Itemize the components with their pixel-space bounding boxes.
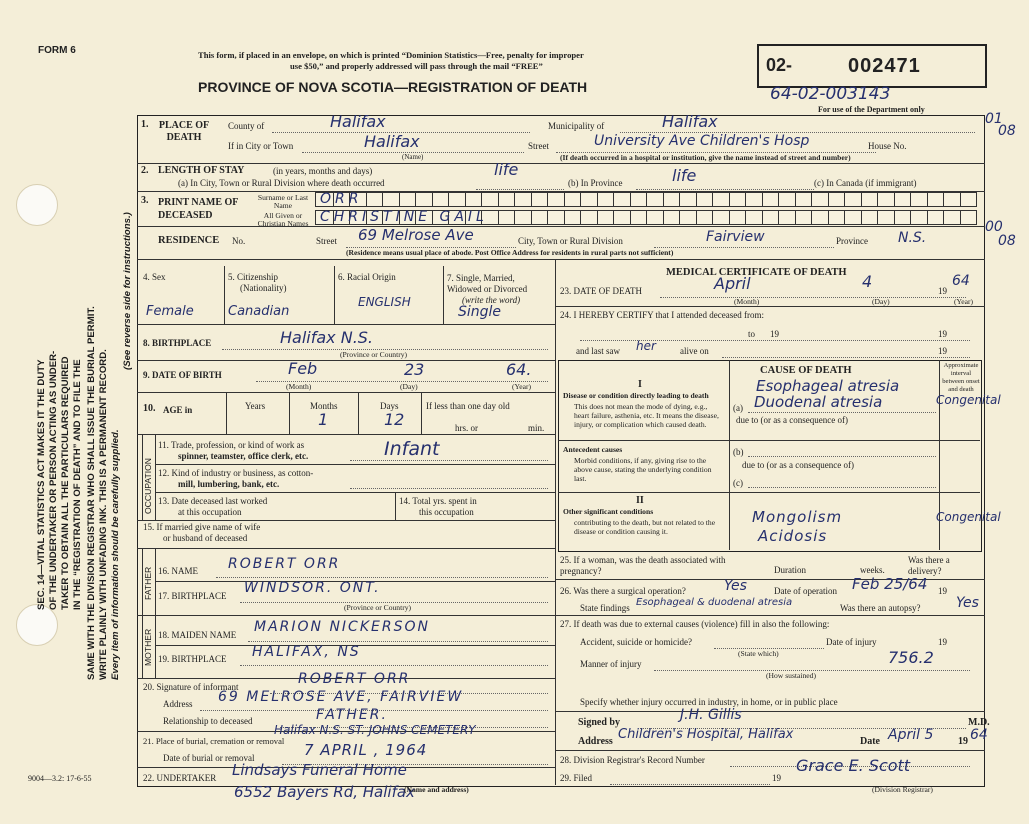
letter-box-cell <box>910 193 911 206</box>
mother-birthplace-label: 19. BIRTHPLACE <box>158 654 227 664</box>
letter-box-cell <box>547 211 548 224</box>
sidebar-line: Every item of information should be carefully supplied. <box>110 429 121 680</box>
letter-box-cell <box>778 211 779 224</box>
q3-label: PRINT NAME OF DECEASED <box>158 197 238 221</box>
sidebar-line: SEC. 14—VITAL STATISTICS ACT MAKES IT THE DUTY <box>36 359 47 610</box>
margin-code: 08 <box>998 123 1016 139</box>
dob-day: 23 <box>404 360 425 379</box>
letter-box-cell <box>844 211 845 224</box>
street-value: University Ave Children's Hosp <box>594 133 810 149</box>
q12-label: 12. Kind of industry or business, as cotton- <box>158 468 314 478</box>
letter-box-cell <box>795 211 796 224</box>
letter-box-cell <box>712 211 713 224</box>
letter-box-cell <box>382 193 383 206</box>
letter-box-cell <box>943 193 944 206</box>
letter-box-cell <box>745 211 746 224</box>
signed-by-label: Signed by <box>578 717 620 728</box>
father-name-value: ROBERT ORR <box>228 556 341 572</box>
form-title: PROVINCE OF NOVA SCOTIA—REGISTRATION OF DEATH <box>198 79 588 95</box>
last-saw-value: her <box>636 339 656 353</box>
letter-box-cell <box>580 211 581 224</box>
delivery-label: Was there a delivery? <box>908 555 950 576</box>
external-causes-label: 27. If death was due to external causes (violence) fill in also the following: <box>560 619 830 629</box>
letter-box-cell <box>679 211 680 224</box>
binder-hole <box>16 604 58 646</box>
racial-origin-label: 6. Racial Origin <box>338 272 396 282</box>
letter-box-cell <box>844 193 845 206</box>
q15-sub: or husband of deceased <box>163 533 248 543</box>
q11-label: 11. Trade, profession, or kind of work as <box>158 440 305 450</box>
stay-province-label: (b) In Province <box>568 178 623 188</box>
letter-box-cell <box>547 193 548 206</box>
given-names-label: All Given or Christian Names <box>257 211 309 228</box>
cause-a-label: (a) <box>733 403 743 413</box>
interval-a-value: Congenital <box>936 393 1001 407</box>
date-of-death-label: 23. DATE OF DEATH <box>560 286 642 296</box>
manner-code: 756.2 <box>888 648 934 667</box>
antecedent-note: Morbid conditions, if any, giving rise to the above cause, stating the underlying condition last. <box>574 456 712 483</box>
disease-note: This does not mean the mode of dying, e.g., heart failure, asthenia, etc. It means the disease, injury, or complication which caused death. <box>574 402 719 429</box>
municipality-value: Halifax <box>662 112 718 131</box>
father-birthplace-value: WINDSOR. ONT. <box>244 580 381 596</box>
surgery-label: 26. Was there a surgical operation? <box>560 586 686 596</box>
md-label: M.D. <box>968 717 990 728</box>
specify-injury-label: Specify whether injury occurred in industry, in home, or in public place <box>580 697 838 707</box>
other-conditions-note: contributing to the death, but not related to the disease or condition causing it. <box>574 518 716 536</box>
registrar-caption: (Division Registrar) <box>872 785 933 794</box>
certifier-date-label: Date <box>860 736 880 747</box>
q2-label: LENGTH OF STAY <box>158 165 245 176</box>
letter-box-cell <box>663 193 664 206</box>
autopsy-value: Yes <box>956 595 979 611</box>
less-than-day-label: If less than one day old <box>426 401 510 411</box>
letter-box-cell <box>828 211 829 224</box>
burial-date-value: 7 APRIL , 1964 <box>304 741 428 759</box>
registration-number: 002471 <box>848 55 921 77</box>
q15-label: 15. If married give name of wife <box>143 522 261 532</box>
sidebar-line: IN THE “REGISTRATION OF DEATH” AND TO FILE THE <box>72 359 83 610</box>
municipality-label: Municipality of <box>548 121 605 131</box>
letter-box-cell <box>366 193 367 206</box>
q2-number: 2. <box>141 165 149 176</box>
residence-city-label: City, Town or Rural Division <box>518 236 623 246</box>
house-number-label: House No. <box>868 141 907 151</box>
letter-box-cell <box>927 211 928 224</box>
age-months: 1 <box>318 410 329 429</box>
other-condition-1: Mongolism <box>752 508 843 526</box>
citizenship-sub: (Nationality) <box>240 283 287 293</box>
letter-box-cell <box>795 193 796 206</box>
letter-box-cell <box>646 193 647 206</box>
surname-value: ORR <box>320 191 363 207</box>
death-day: 4 <box>862 272 873 291</box>
letter-box-cell <box>696 211 697 224</box>
letter-box-cell <box>514 193 515 206</box>
injury-year-prefix: 19 <box>938 637 947 647</box>
marital-status-sub: (write the word) <box>462 295 521 305</box>
name-caption: (Name) <box>402 153 424 161</box>
street-label: Street <box>528 141 549 151</box>
certifier-date-value: April 5 <box>888 727 934 743</box>
certifier-year-prefix: 19 <box>958 736 968 747</box>
interval-label: Approximate interval between onset and death <box>942 362 980 393</box>
min-label: min. <box>528 423 545 433</box>
letter-box-cell <box>613 193 614 206</box>
form-code: 9004—3.2: 17-6-55 <box>28 774 92 783</box>
informant-signature-value: ROBERT ORR <box>298 671 411 687</box>
sex-label: 4. Sex <box>143 272 166 282</box>
letter-box-cell <box>663 211 664 224</box>
death-year-caption: (Year) <box>954 297 974 306</box>
death-month-caption: (Month) <box>734 297 760 306</box>
cause-of-death-title: CAUSE OF DEATH <box>760 365 852 376</box>
letter-box-cell <box>597 193 598 206</box>
due-to-label: due to (or as a consequence of) <box>736 415 848 425</box>
sidebar-line: (See reverse side for instructions.) <box>122 212 133 370</box>
margin-code: 08 <box>998 233 1016 249</box>
manner-of-injury-label: Manner of injury <box>580 659 642 669</box>
letter-box-cell <box>514 211 515 224</box>
surname-label: Surname or Last Name <box>257 193 309 210</box>
age-days: 12 <box>384 410 405 429</box>
pregnancy-label: 25. If a woman, was the death associated with pregnancy? <box>560 555 726 576</box>
letter-box-cell <box>679 193 680 206</box>
cause-c-label: (c) <box>733 478 743 488</box>
birthplace-value: Halifax N.S. <box>280 328 374 347</box>
stay-canada-label: (c) In Canada (if immigrant) <box>814 178 917 188</box>
residence-province-label: Province <box>836 236 868 246</box>
stay-city-label: (a) In City, Town or Rural Division where death occurred <box>178 178 385 188</box>
letter-box-cell <box>465 193 466 206</box>
letter-box-cell <box>861 193 862 206</box>
letter-box-cell <box>580 193 581 206</box>
mother-section-label: MOTHER <box>143 628 153 666</box>
letter-box-cell <box>630 193 631 206</box>
letter-box-cell <box>613 211 614 224</box>
residence-note: (Residence means usual place of abode. Post Office Address for residents in rural parts not sufficient) <box>346 248 674 257</box>
sidebar-line: OF THE UNDERTAKER OR PERSON ACTING AS UNDER- <box>48 350 59 610</box>
q14-sub: this occupation <box>419 507 474 517</box>
father-section-label: FATHER <box>143 566 153 600</box>
letter-box-cell <box>597 211 598 224</box>
birthplace-caption: (Province or Country) <box>340 350 408 359</box>
letter-box-cell <box>729 211 730 224</box>
letter-box-cell <box>877 193 878 206</box>
occupation-section-label: OCCUPATION <box>143 457 153 514</box>
dob-day-caption: (Day) <box>400 382 418 391</box>
letter-box-cell <box>828 193 829 206</box>
other-condition-2: Acidosis <box>758 527 828 545</box>
undertaker-address: 6552 Bayers Rd, Halifax <box>234 783 415 801</box>
letter-box-cell <box>498 193 499 206</box>
undertaker-value: Lindsays Funeral Home <box>232 761 407 779</box>
letter-box-cell <box>811 211 812 224</box>
certifier-address-value: Children's Hospital, Halifax <box>618 727 794 742</box>
letter-box-cell <box>894 193 895 206</box>
letter-box-cell <box>481 193 482 206</box>
mother-maiden-name-value: MARION NICKERSON <box>254 619 430 635</box>
surname-letter-boxes <box>315 192 977 207</box>
department-number: 64-02-003143 <box>770 84 891 104</box>
interval-other-value: Congenital <box>936 510 1001 524</box>
dob-label: 9. DATE OF BIRTH <box>143 370 222 380</box>
q12-sub: mill, lumbering, bank, etc. <box>178 479 280 489</box>
weeks-label: weeks. <box>860 565 885 575</box>
stay-province-value: life <box>672 166 697 185</box>
margin-code: 00 <box>985 219 1003 235</box>
father-name-label: 16. NAME <box>158 566 198 576</box>
age-number: 10. <box>143 403 156 414</box>
letter-box-cell <box>894 211 895 224</box>
state-which-caption: (State which) <box>738 649 779 658</box>
sidebar-line: WRITE PLAINLY WITH UNFADING INK. THIS IS A PERMANENT RECORD. <box>98 349 109 680</box>
father-birthplace-caption: (Province or Country) <box>344 603 412 612</box>
q1-label: PLACE OF DEATH <box>158 120 210 143</box>
filed-year-prefix: 19 <box>772 773 781 783</box>
accident-label: Accident, suicide or homicide? <box>580 637 692 647</box>
letter-box-cell <box>630 211 631 224</box>
cause-part-one: I <box>638 379 642 390</box>
dob-month-caption: (Month) <box>286 382 312 391</box>
father-birthplace-label: 17. BIRTHPLACE <box>158 591 227 601</box>
letter-box-cell <box>712 193 713 206</box>
attended-year-prefix: 19 <box>770 329 779 339</box>
racial-origin-value: ENGLISH <box>358 295 411 309</box>
mail-notice: This form, if placed in an envelope, on which is printed “Dominion Statistics—Free, penalty for improper <box>198 50 584 60</box>
binder-hole <box>16 184 58 226</box>
relationship-value: FATHER. <box>316 707 388 723</box>
letter-box-cell <box>960 193 961 206</box>
letter-box-cell <box>861 211 862 224</box>
antecedent-label: Antecedent causes <box>563 445 623 454</box>
attended-year-prefix: 19 <box>938 329 947 339</box>
department-use-label: For use of the Department only <box>818 105 925 114</box>
citizenship-value: Canadian <box>228 304 290 319</box>
cause-b-label: (b) <box>733 447 744 457</box>
residence-no-label: No. <box>232 236 246 246</box>
medical-certificate-title: MEDICAL CERTIFICATE OF DEATH <box>666 267 847 278</box>
letter-box-cell <box>498 211 499 224</box>
occupation-value: Infant <box>384 438 440 460</box>
letter-box-cell <box>531 211 532 224</box>
cause-part-two: II <box>636 495 644 506</box>
certifier-address-label: Address <box>578 736 613 747</box>
record-number-label: 28. Division Registrar's Record Number <box>560 755 705 765</box>
birthplace-label: 8. BIRTHPLACE <box>143 338 212 348</box>
informant-signature-label: 20. Signature of informant <box>143 682 239 692</box>
days-label: Days <box>380 401 399 411</box>
mother-maiden-name-label: 18. MAIDEN NAME <box>158 630 237 640</box>
burial-date-label: Date of burial or removal <box>163 753 255 763</box>
alive-on-label: alive on <box>680 346 709 356</box>
registration-prefix: 02- <box>766 55 793 75</box>
letter-box-cell <box>762 193 763 206</box>
autopsy-label: Was there an autopsy? <box>840 603 921 613</box>
letter-box-cell <box>646 211 647 224</box>
age-label: AGE in <box>163 405 193 415</box>
disease-label: Disease or condition directly leading to death <box>563 391 709 400</box>
undertaker-caption: (Name and address) <box>404 785 469 794</box>
q1-number: 1. <box>141 119 149 130</box>
q14-label: 14. Total yrs. spent in <box>399 496 477 506</box>
residence-street-value: 69 Melrose Ave <box>358 226 474 244</box>
citizenship-label: 5. Citizenship <box>228 272 278 282</box>
sex-value: Female <box>146 304 194 319</box>
letter-box-cell <box>927 193 928 206</box>
letter-box-cell <box>943 211 944 224</box>
attended-label: 24. I HEREBY CERTIFY that I attended deceased from: <box>560 310 764 320</box>
informant-address-value: 69 MELROSE AVE, FAIRVIEW <box>218 689 464 705</box>
q13-label: 13. Date deceased last worked <box>158 496 268 506</box>
death-year-prefix: 19 <box>938 286 947 296</box>
letter-box-cell <box>762 211 763 224</box>
residence-city-value: Fairview <box>706 229 765 245</box>
registrar-signature: Grace E. Scott <box>796 756 911 775</box>
letter-box-cell <box>811 193 812 206</box>
last-saw-label: and last saw <box>576 346 620 356</box>
duration-label: Duration <box>774 565 806 575</box>
operation-year-prefix: 19 <box>938 586 947 596</box>
other-conditions-label: Other significant conditions <box>563 507 654 516</box>
burial-place-value: Halifax N.S. ST. JOHNS CEMETERY <box>274 723 476 737</box>
marital-status-value: Single <box>458 304 502 320</box>
letter-box-cell <box>877 211 878 224</box>
q13-sub: at this occupation <box>178 507 242 517</box>
q11-sub: spinner, teamster, office clerk, etc. <box>178 451 309 461</box>
sidebar-line: SAME WITH THE DIVISION REGISTRAR WHO SHALL ISSUE THE BURIAL PERMIT. <box>86 306 97 680</box>
residence-street-label: Street <box>316 236 337 246</box>
hrs-label: hrs. or <box>455 423 478 433</box>
hospital-note: (If death occurred in a hospital or institution, give the name instead of street and number) <box>560 153 851 162</box>
residence-label: RESIDENCE <box>158 235 220 246</box>
filed-label: 29. Filed <box>560 773 593 783</box>
alive-year-prefix: 19 <box>938 346 947 356</box>
marital-status-label: 7. Single, Married, Widowed or Divorced <box>447 273 528 294</box>
findings-label: State findings <box>580 603 630 613</box>
certifier-year: 64 <box>970 727 988 743</box>
dob-year: 64. <box>506 360 532 379</box>
burial-place-label: 21. Place of burial, cremation or removal <box>143 736 285 746</box>
letter-box-cell <box>696 193 697 206</box>
due-to-label: due to (or as a consequence of) <box>742 460 854 470</box>
county-label: County of <box>228 121 265 131</box>
letter-box-cell <box>910 211 911 224</box>
operation-date-value: Feb 25/64 <box>852 575 928 593</box>
mail-notice: use $50,” and properly addressed will pass through the mail “FREE” <box>290 61 543 71</box>
findings-value: Esophageal & duodenal atresia <box>636 597 793 608</box>
dob-year-caption: (Year) <box>512 382 532 391</box>
cause-a-second-value: Duodenal atresia <box>754 393 883 411</box>
mother-birthplace-value: HALIFAX, NS <box>252 644 361 660</box>
informant-address-label: Address <box>163 699 193 709</box>
letter-box-cell <box>729 193 730 206</box>
death-day-caption: (Day) <box>872 297 890 306</box>
letter-box-cell <box>778 193 779 206</box>
margin-code: 01 <box>985 111 1003 127</box>
letter-box-cell <box>415 193 416 206</box>
given-names-value: CHRISTINE GAIL <box>320 209 488 225</box>
surgery-value: Yes <box>724 578 747 594</box>
injury-date-label: Date of injury <box>826 637 877 647</box>
letter-box-cell <box>564 211 565 224</box>
county-value: Halifax <box>330 112 386 131</box>
city-label: If in City or Town <box>228 141 294 151</box>
operation-date-label: Date of operation <box>774 586 837 596</box>
letter-box-cell <box>564 193 565 206</box>
years-label: Years <box>245 401 266 411</box>
death-year: 64 <box>952 273 970 289</box>
stay-city-value: life <box>494 160 519 179</box>
letter-box-cell <box>960 211 961 224</box>
letter-box-cell <box>432 193 433 206</box>
letter-box-cell <box>531 193 532 206</box>
attended-to-label: to <box>748 329 756 339</box>
death-month: April <box>714 274 751 293</box>
months-label: Months <box>310 401 338 411</box>
cause-a-value: Esophageal atresia <box>756 377 900 395</box>
relationship-label: Relationship to deceased <box>163 716 253 726</box>
q2-sub: (in years, months and days) <box>273 166 373 176</box>
form-label: FORM 6 <box>38 45 76 56</box>
undertaker-label: 22. UNDERTAKER <box>143 773 217 783</box>
signed-by-value: J.H. Gillis <box>680 707 742 723</box>
city-value: Halifax <box>364 132 420 151</box>
letter-box-cell <box>399 193 400 206</box>
residence-province-value: N.S. <box>898 230 927 246</box>
letter-box-cell <box>448 193 449 206</box>
sidebar-line: TAKER TO OBTAIN ALL THE PARTICULARS REQUIRED <box>60 356 71 610</box>
q3-number: 3. <box>141 195 149 206</box>
letter-box-cell <box>745 193 746 206</box>
how-sustained-caption: (How sustained) <box>766 671 816 680</box>
dob-month: Feb <box>288 359 318 378</box>
